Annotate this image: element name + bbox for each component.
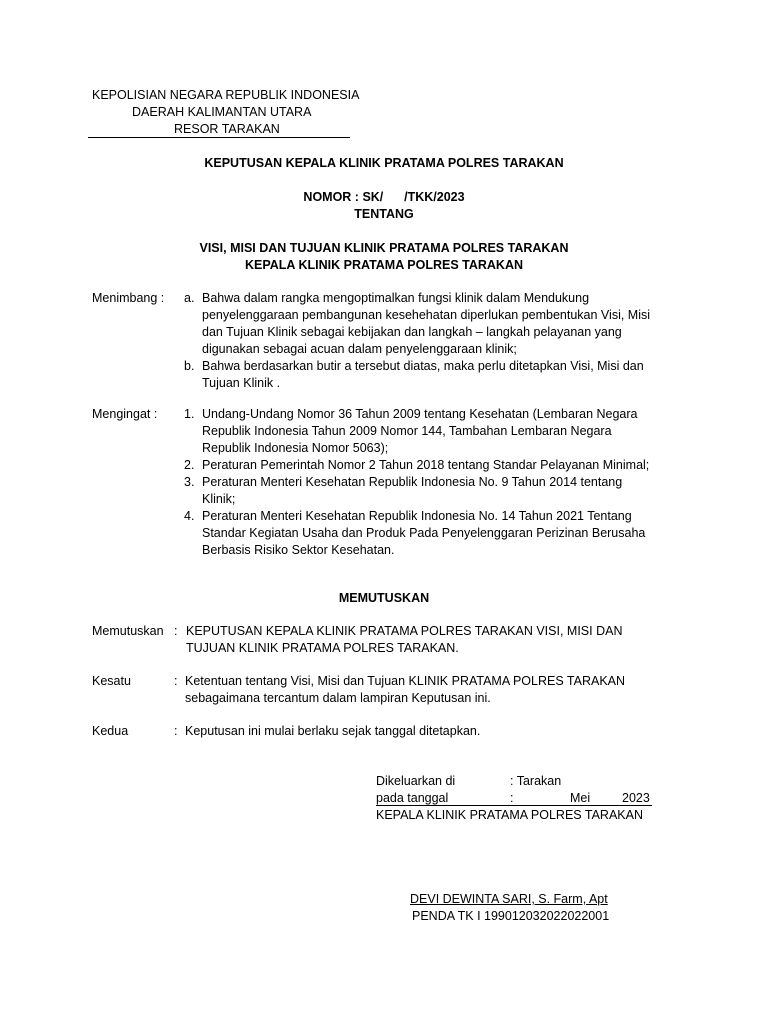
issued-date-month: Mei [570,791,591,805]
header-line-1: KEPOLISIAN NEGARA REPUBLIK INDONESIA [92,88,360,102]
header-line-2: DAERAH KALIMANTAN UTARA [132,105,312,119]
item-marker: 4. [184,509,195,523]
item-marker: 3. [184,475,195,489]
kedua-text: Keputusan ini mulai berlaku sejak tanggal ditetapkan. [185,724,481,738]
kesatu-colon: : [174,674,178,688]
mengingat-item [184,406,654,457]
memutuskan-text: KEPUTUSAN KEPALA KLINIK PRATAMA POLRES TARAKAN VISI, MISI DAN TUJUAN KLINIK PRATAMA POLRES TARAKAN. [186,624,623,655]
issued-at-label: Dikeluarkan di [376,774,456,788]
tentang-heading: TENTANG [354,207,414,221]
item-text: Peraturan Menteri Kesehatan Republik Indonesia No. 14 Tahun 2021 Tentang Standar Kegiatan Usaha dan Produk Pada Penyelenggaran Perizinan Berusaha Berbasis Risiko Sektor Kesehatan. [202,509,646,557]
issued-date-underline [376,805,652,806]
mengingat-item [184,457,654,474]
item-text: Peraturan Menteri Kesehatan Republik Indonesia No. 9 Tahun 2014 tentang Klinik; [202,475,623,506]
memutuskan-label: Memutuskan [92,624,164,638]
decree-title: KEPUTUSAN KEPALA KLINIK PRATAMA POLRES TARAKAN [204,156,564,170]
subject-line-1: VISI, MISI DAN TUJUAN KLINIK PRATAMA POLRES TARAKAN [199,241,569,255]
header-underline [88,137,350,138]
issued-at-value: : Tarakan [510,774,562,788]
mengingat-item [184,508,654,559]
signatory-id: PENDA TK I 199012032022022001 [412,909,610,923]
subject-line-2: KEPALA KLINIK PRATAMA POLRES TARAKAN [245,258,523,272]
signatory-name: DEVI DEWINTA SARI, S. Farm, Apt [410,892,608,906]
menimbang-item [184,358,654,392]
item-marker: b. [184,359,195,373]
issued-date-colon: : [510,791,514,805]
kedua-colon: : [174,724,178,738]
kedua-label: Kedua [92,724,129,738]
item-marker: 1. [184,407,195,421]
issued-date-year: 2023 [622,791,650,805]
item-marker: 2. [184,458,195,472]
item-text: Bahwa dalam rangka mengoptimalkan fungsi klinik dalam Mendukung penyelenggaraan pembangunan kesehehatan diperlukan pembentukan Visi, Misi dan Tujuan Klinik sebagai kebijakan dan langkah – langkah pelayanan yang digunakan sebagai acuan dalam penyelenggaraan klinik; [202,291,651,356]
menimbang-item [184,290,654,358]
menimbang-list [184,290,654,392]
memutuskan-heading: MEMUTUSKAN [338,591,430,605]
mengingat-label: Mengingat : [92,407,158,421]
mengingat-list [184,406,654,559]
menimbang-label: Menimbang : [92,291,165,305]
memutuskan-colon: : [174,624,178,638]
item-text: Undang-Undang Nomor 36 Tahun 2009 tentang Kesehatan (Lembaran Negara Republik Indonesia Tahun 2009 Nomor 144, Tambahan Lembaran Negara Republik Indonesia Nomor 5063); [202,407,638,455]
item-marker: a. [184,291,195,305]
item-text: Peraturan Pemerintah Nomor 2 Tahun 2018 tentang Standar Pelayanan Minimal; [202,458,650,472]
kesatu-text: Ketentuan tentang Visi, Misi dan Tujuan KLINIK PRATAMA POLRES TARAKAN sebagaimana tercantum dalam lampiran Keputusan ini. [185,674,626,705]
signatory-position: KEPALA KLINIK PRATAMA POLRES TARAKAN [376,808,643,822]
header-line-3: RESOR TARAKAN [174,122,280,136]
mengingat-item [184,474,654,508]
item-text: Bahwa berdasarkan butir a tersebut diatas, maka perlu ditetapkan Visi, Misi dan Tujuan Klinik . [202,359,644,390]
issued-date-label: pada tanggal [376,791,449,805]
kesatu-label: Kesatu [92,674,131,688]
decree-number: NOMOR : SK/ /TKK/2023 [303,190,465,204]
